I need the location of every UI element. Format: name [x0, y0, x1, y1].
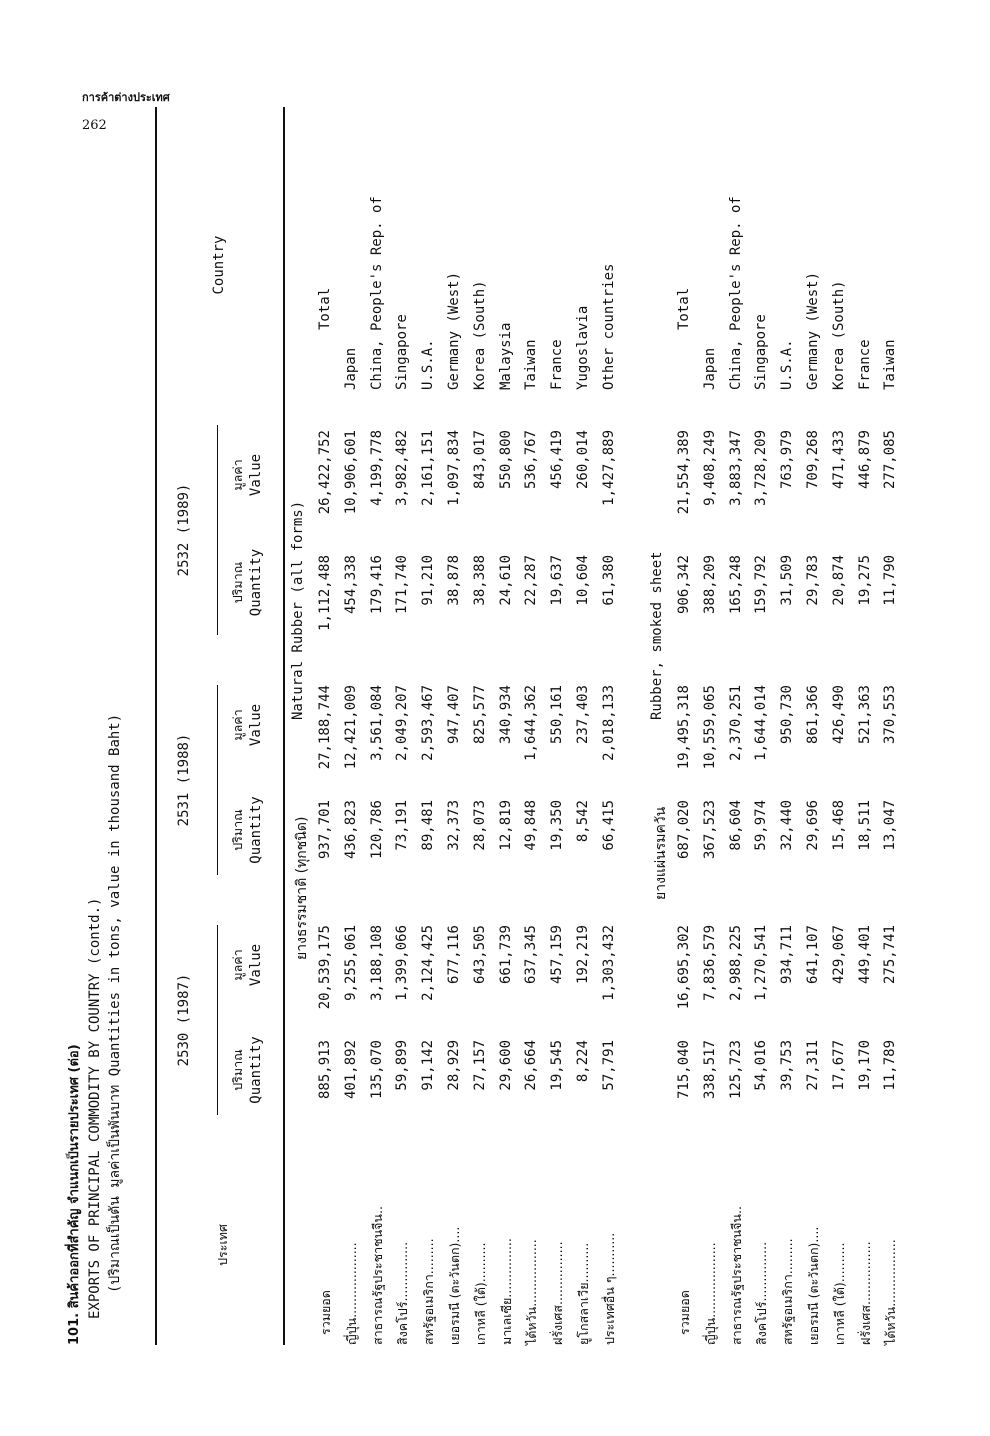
- value-cell-v87: 661,739: [497, 925, 514, 985]
- value-cell-q88: 66,415: [600, 800, 617, 851]
- value-cell-v87: 1,303,432: [600, 925, 617, 1001]
- value-cell-q87: 401,892: [342, 1040, 359, 1100]
- country-english-cell: U.S.A.: [779, 339, 796, 390]
- country-english-cell: Japan: [701, 347, 718, 390]
- value-cell-q88: 8,542: [575, 800, 591, 843]
- value-cell-v88: 550,161: [549, 685, 566, 745]
- value-cell-v89: 4,199,778: [368, 430, 385, 506]
- value-cell-v88: 370,553: [882, 685, 899, 745]
- section-label-thai: ยางธรรมชาติ (ทุกชนิด): [294, 816, 310, 960]
- qty-header-1987: ปริมาณ Quantity: [230, 1036, 264, 1104]
- country-english-cell: China, People's Rep. of: [368, 196, 385, 390]
- country-english-cell: France: [856, 339, 873, 390]
- value-cell-v89: 709,268: [805, 430, 821, 490]
- value-cell-q88: 367,523: [701, 800, 718, 860]
- value-cell-q89: 11,790: [882, 555, 899, 606]
- value-cell-v87: 2,124,425: [420, 925, 437, 1001]
- country-english-cell: Korea (South): [830, 280, 847, 390]
- page-number: 262: [82, 118, 107, 133]
- value-cell-q88: 19,350: [549, 800, 566, 851]
- value-cell-v88: 521,363: [856, 685, 873, 745]
- country-english-cell: Korea (South): [471, 280, 488, 390]
- value-cell-q87: 11,789: [882, 1040, 899, 1091]
- value-cell-v88: 947,407: [446, 685, 462, 745]
- value-cell-v87: 449,401: [856, 925, 873, 985]
- value-cell-q87: 27,311: [805, 1040, 821, 1091]
- section-label-english: Rubber, smoked sheet: [649, 551, 665, 720]
- country-thai-cell: ไต้หวัน.................: [524, 1239, 540, 1345]
- country-thai-cell: สาธารณรัฐประชาชนจีน..: [369, 1206, 385, 1345]
- value-cell-q87: 338,517: [701, 1040, 718, 1100]
- value-cell-v88: 825,577: [471, 685, 488, 745]
- value-cell-q88: 89,481: [420, 800, 437, 851]
- value-cell-v89: 550,800: [497, 430, 514, 490]
- value-cell-q88: 13,047: [882, 800, 899, 851]
- value-cell-q87: 17,677: [830, 1040, 847, 1091]
- value-cell-q89: 22,287: [523, 555, 540, 606]
- value-cell-v88: 2,049,207: [394, 685, 411, 761]
- year-rule-1988: [217, 685, 218, 875]
- country-thai-cell: ฝรั่งเศส................: [550, 1241, 566, 1345]
- val-header-1988: มูลค่า Value: [230, 703, 264, 747]
- country-english-cell: Japan: [342, 347, 359, 390]
- value-cell-q89: 38,878: [446, 555, 462, 606]
- country-thai-header: ประเทศ: [215, 1224, 230, 1266]
- year-1988-header: 2531 (1988): [176, 733, 192, 827]
- value-cell-v87: 429,067: [830, 925, 847, 985]
- value-cell-q87: 19,545: [549, 1040, 566, 1091]
- title-thai: 101. สินค้าออกที่สำคัญ จำแนกเป็นรายประเทศ (ต่อ): [67, 1044, 82, 1345]
- country-thai-cell: สหรัฐอเมริกา.........: [421, 1238, 437, 1345]
- value-cell-v89: 26,422,752: [317, 430, 333, 515]
- value-cell-q89: 61,380: [600, 555, 617, 606]
- year-1989-header: 2532 (1989): [176, 483, 192, 577]
- value-cell-q88: 49,848: [523, 800, 540, 851]
- country-english-cell: Total: [676, 287, 692, 330]
- value-cell-q89: 91,210: [420, 555, 437, 606]
- value-cell-q87: 125,723: [727, 1040, 744, 1100]
- value-cell-v87: 16,695,302: [676, 925, 692, 1010]
- value-cell-v87: 20,539,175: [317, 925, 333, 1010]
- value-cell-v89: 9,408,249: [701, 430, 718, 506]
- value-cell-q89: 159,792: [753, 555, 770, 615]
- rotated-table-page: [65, 105, 925, 1345]
- section-label-thai: ยางแผ่นรมควัน: [653, 806, 669, 900]
- country-english-cell: Germany (West): [805, 271, 821, 390]
- value-cell-v87: 457,159: [549, 925, 566, 985]
- value-cell-v88: 2,018,133: [600, 685, 617, 761]
- country-english-cell: France: [549, 339, 566, 390]
- value-cell-q89: 171,740: [394, 555, 411, 615]
- country-english-header: Country: [211, 235, 227, 295]
- value-cell-v89: 536,767: [523, 430, 540, 490]
- value-cell-v89: 3,728,209: [753, 430, 770, 506]
- value-cell-v87: 677,116: [446, 925, 462, 985]
- country-english-cell: China, People's Rep. of: [727, 196, 744, 390]
- value-cell-q89: 19,637: [549, 555, 566, 606]
- year-rule-1987: [217, 925, 218, 1115]
- value-cell-q87: 39,753: [779, 1040, 796, 1091]
- country-thai-cell: ญี่ปุ่น...................: [702, 1242, 718, 1345]
- value-cell-v88: 1,644,362: [523, 685, 540, 761]
- value-cell-q87: 8,224: [575, 1040, 591, 1083]
- value-cell-v89: 456,419: [549, 430, 566, 490]
- value-cell-v89: 260,014: [575, 430, 591, 490]
- value-cell-v87: 2,988,225: [727, 925, 744, 1001]
- value-cell-q88: 937,701: [317, 800, 333, 860]
- val-header-1989: มูลค่า Value: [230, 453, 264, 497]
- value-cell-q88: 59,974: [753, 800, 770, 851]
- country-english-cell: Malaysia: [497, 322, 514, 390]
- country-thai-cell: ไต้หวัน.................: [883, 1239, 899, 1345]
- country-thai-cell: สาธารณรัฐประชาชนจีน..: [728, 1206, 744, 1345]
- value-cell-q88: 32,440: [779, 800, 796, 851]
- qty-header-1988: ปริมาณ Quantity: [230, 796, 264, 864]
- value-cell-q89: 1,112,488: [317, 555, 333, 631]
- value-cell-q89: 165,248: [727, 555, 744, 615]
- value-cell-q87: 715,040: [676, 1040, 692, 1100]
- country-english-cell: Yugoslavia: [575, 305, 591, 390]
- value-cell-v89: 10,906,601: [342, 430, 359, 515]
- value-cell-v87: 3,188,108: [368, 925, 385, 1001]
- top-rule: [155, 107, 157, 1345]
- value-cell-v88: 2,593,467: [420, 685, 437, 761]
- country-english-cell: Singapore: [753, 314, 770, 390]
- value-cell-q89: 10,604: [575, 555, 591, 606]
- value-cell-v87: 1,399,066: [394, 925, 411, 1001]
- value-cell-v88: 1,644,014: [753, 685, 770, 761]
- value-cell-v88: 340,934: [497, 685, 514, 745]
- value-cell-v89: 763,979: [779, 430, 796, 490]
- value-cell-q87: 91,142: [420, 1040, 437, 1091]
- value-cell-v88: 861,366: [805, 685, 821, 745]
- value-cell-v89: 21,554,389: [676, 430, 692, 515]
- value-cell-v89: 1,097,834: [446, 430, 462, 506]
- value-cell-q88: 28,073: [471, 800, 488, 851]
- country-thai-cell: เยอรมนี (ตะวันตก)....: [447, 1226, 462, 1345]
- value-cell-v89: 471,433: [830, 430, 847, 490]
- country-english-cell: Singapore: [394, 314, 411, 390]
- country-english-cell: Total: [317, 287, 333, 330]
- value-cell-v89: 3,982,482: [394, 430, 411, 506]
- value-cell-q88: 436,823: [342, 800, 359, 860]
- value-cell-q87: 135,070: [368, 1040, 385, 1100]
- year-1987-header: 2530 (1987): [176, 973, 192, 1067]
- value-cell-v89: 1,427,889: [600, 430, 617, 506]
- country-thai-cell: สิงคโปร์...............: [754, 1241, 770, 1345]
- country-english-cell: Taiwan: [523, 339, 540, 390]
- value-cell-q87: 54,016: [753, 1040, 770, 1091]
- country-thai-cell: ประเทศอื่น ๆ...........: [601, 1232, 617, 1345]
- value-cell-v89: 3,883,347: [727, 430, 744, 506]
- value-cell-q89: 179,416: [368, 555, 385, 615]
- value-cell-v88: 237,403: [575, 685, 591, 745]
- title-english: EXPORTS OF PRINCIPAL COMMODITY BY COUNTRY (contd.): [87, 897, 103, 1319]
- value-cell-v88: 19,495,318: [676, 685, 692, 770]
- value-cell-q88: 29,696: [805, 800, 821, 851]
- value-cell-q89: 19,275: [856, 555, 873, 606]
- country-thai-cell: เกาหลี (ใต้)..........: [831, 1242, 847, 1345]
- value-cell-v88: 12,421,009: [342, 685, 359, 770]
- value-cell-v88: 3,561,084: [368, 685, 385, 761]
- qty-header-1989: ปริมาณ Quantity: [230, 548, 264, 617]
- value-cell-v88: 2,370,251: [727, 685, 744, 761]
- country-thai-cell: สหรัฐอเมริกา.........: [780, 1238, 796, 1345]
- header-bottom-rule: [283, 107, 285, 1345]
- section-label-english: Natural Rubber (all forms): [290, 500, 306, 720]
- value-cell-q87: 57,791: [600, 1040, 617, 1091]
- value-cell-q87: 28,929: [446, 1040, 462, 1091]
- value-cell-v89: 2,161,151: [420, 430, 437, 506]
- value-cell-v88: 10,559,065: [701, 685, 718, 770]
- country-thai-cell: เกาหลี (ใต้)..........: [472, 1242, 488, 1345]
- value-cell-v87: 1,270,541: [753, 925, 770, 1001]
- value-cell-q88: 86,604: [727, 800, 744, 851]
- value-cell-v87: 637,345: [523, 925, 540, 985]
- value-cell-q87: 59,899: [394, 1040, 411, 1091]
- value-cell-v87: 643,505: [471, 925, 488, 985]
- value-cell-q88: 120,786: [368, 800, 385, 860]
- country-english-cell: Other countries: [600, 263, 617, 390]
- value-cell-q89: 20,874: [830, 555, 847, 606]
- value-cell-v87: 7,836,579: [701, 925, 718, 1001]
- value-cell-v87: 192,219: [575, 925, 591, 985]
- value-cell-v87: 934,711: [779, 925, 796, 985]
- value-cell-v89: 843,017: [471, 430, 488, 490]
- country-thai-cell: สิงคโปร์...............: [395, 1241, 411, 1345]
- value-cell-q89: 24,610: [497, 555, 514, 606]
- country-thai-cell: รวมยอด: [677, 1290, 692, 1335]
- val-header-1987: มูลค่า Value: [230, 943, 264, 987]
- value-cell-q88: 12,819: [497, 800, 514, 851]
- country-thai-cell: เยอรมนี (ตะวันตก)....: [806, 1226, 821, 1345]
- table-title: [65, 714, 125, 1345]
- country-english-cell: Taiwan: [882, 339, 899, 390]
- value-cell-q87: 29,600: [497, 1040, 514, 1091]
- value-cell-v88: 426,490: [830, 685, 847, 745]
- value-cell-v88: 950,730: [779, 685, 796, 745]
- country-thai-cell: ฝรั่งเศส................: [857, 1241, 873, 1345]
- value-cell-v87: 275,741: [882, 925, 899, 985]
- value-cell-q89: 31,509: [779, 555, 796, 606]
- value-cell-v88: 27,188,744: [317, 685, 333, 770]
- country-thai-cell: ญี่ปุ่น...................: [343, 1242, 359, 1345]
- value-cell-v89: 277,085: [882, 430, 899, 490]
- value-cell-q89: 29,783: [805, 555, 821, 606]
- value-cell-q89: 906,342: [676, 555, 692, 615]
- country-english-cell: Germany (West): [446, 271, 462, 390]
- country-english-cell: U.S.A.: [420, 339, 437, 390]
- value-cell-q88: 687,020: [676, 800, 692, 860]
- value-cell-q87: 26,664: [523, 1040, 540, 1091]
- value-cell-q89: 454,338: [342, 555, 359, 615]
- country-thai-cell: รวมยอด: [318, 1290, 333, 1335]
- value-cell-q87: 19,170: [856, 1040, 873, 1091]
- country-thai-cell: ยูโกสลาเวีย..........: [576, 1242, 591, 1345]
- value-cell-v87: 641,107: [805, 925, 821, 985]
- value-cell-v87: 9,255,061: [342, 925, 359, 1001]
- value-cell-q88: 18,511: [856, 800, 873, 851]
- country-thai-cell: มาเลเซีย...............: [498, 1238, 514, 1345]
- value-cell-q89: 388,209: [701, 555, 718, 615]
- value-cell-q88: 73,191: [394, 800, 411, 851]
- value-cell-q88: 15,468: [830, 800, 847, 851]
- value-cell-q88: 32,373: [446, 800, 462, 851]
- value-cell-q87: 27,157: [471, 1040, 488, 1091]
- year-rule-1989: [217, 425, 218, 635]
- value-cell-q89: 38,388: [471, 555, 488, 606]
- running-header: การค้าต่างประเทศ: [82, 91, 170, 104]
- value-cell-q87: 885,913: [317, 1040, 333, 1100]
- title-units: (ปริมาณเป็นตัน มูลค่าเป็นพันบาท Quantities in tons, value in thousand Baht): [107, 713, 123, 1293]
- value-cell-v89: 446,879: [856, 430, 873, 490]
